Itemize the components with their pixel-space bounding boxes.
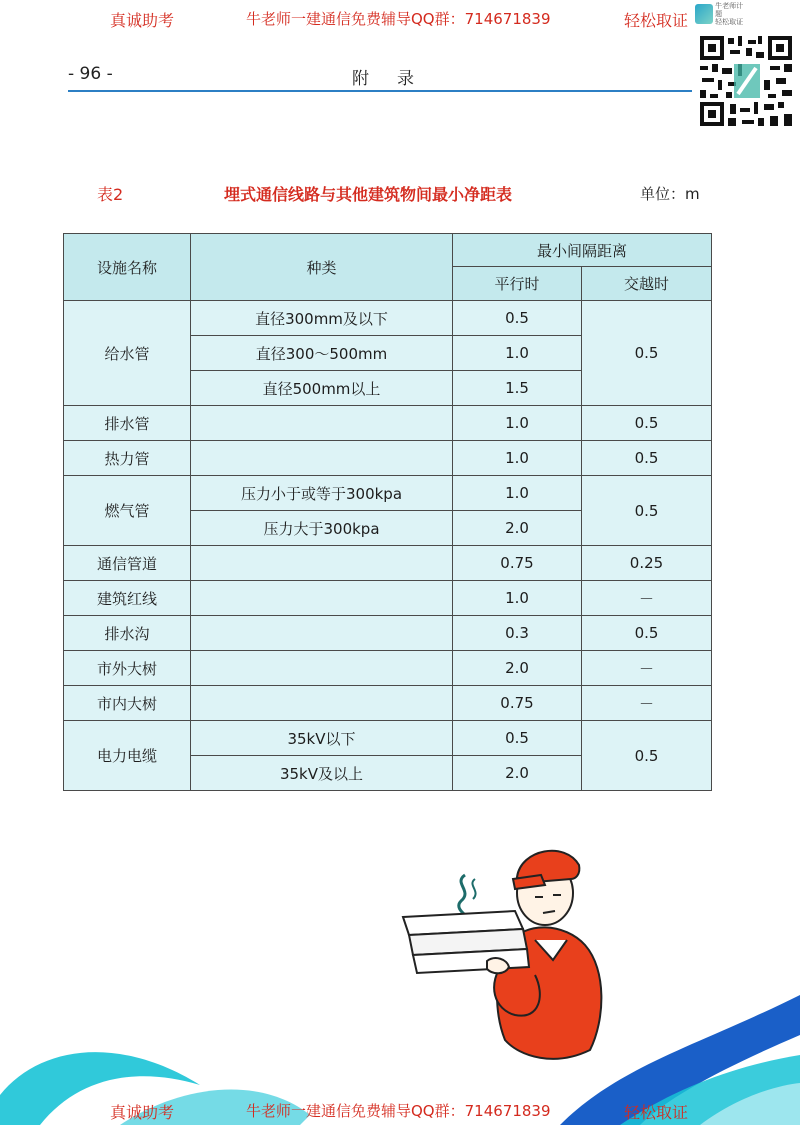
cell-facility: 建筑红线 — [64, 581, 191, 616]
cell-type — [191, 546, 453, 581]
cell-parallel: 1.0 — [453, 476, 582, 511]
footer-right-text: 轻松取证 — [624, 1103, 689, 1122]
cell-crossing: 0.5 — [582, 441, 712, 476]
banner-center-text: 牛老师一建通信免费辅导QQ群：714671839 — [246, 10, 551, 28]
cell-type: 直径500mm以上 — [191, 371, 453, 406]
table-title: 埋式通信线路与其他建筑物间最小净距表 — [224, 185, 513, 204]
cell-facility: 燃气管 — [64, 476, 191, 546]
header-crossing: 交越时 — [582, 267, 712, 301]
table-row — [64, 301, 712, 336]
table-row — [64, 616, 712, 651]
table-row — [64, 686, 712, 721]
cell-parallel: 1.0 — [453, 336, 582, 371]
table-row — [64, 721, 712, 756]
cell-parallel: 1.0 — [453, 406, 582, 441]
cell-type — [191, 406, 453, 441]
cell-facility: 给水管 — [64, 301, 191, 406]
table-row — [64, 546, 712, 581]
header-facility: 设施名称 — [64, 234, 191, 301]
cell-parallel: 1.0 — [453, 581, 582, 616]
cell-parallel: 2.0 — [453, 511, 582, 546]
cell-crossing: 0.5 — [582, 616, 712, 651]
cell-facility: 热力管 — [64, 441, 191, 476]
cell-parallel: 0.75 — [453, 546, 582, 581]
table-row — [64, 476, 712, 511]
cell-type — [191, 441, 453, 476]
cell-type: 直径300mm及以下 — [191, 301, 453, 336]
cell-crossing: － — [582, 581, 712, 616]
header-divider — [68, 90, 692, 92]
cell-facility: 排水沟 — [64, 616, 191, 651]
cell-parallel: 1.5 — [453, 371, 582, 406]
cell-parallel: 0.5 — [453, 301, 582, 336]
cell-parallel: 2.0 — [453, 651, 582, 686]
table-row — [64, 441, 712, 476]
cell-type — [191, 616, 453, 651]
header-min-distance: 最小间隔距离 — [453, 234, 712, 267]
cell-type — [191, 686, 453, 721]
cell-parallel: 0.75 — [453, 686, 582, 721]
cell-type: 35kV及以上 — [191, 756, 453, 791]
table-label: 表2 — [97, 185, 124, 204]
table-row — [64, 581, 712, 616]
footer-left-text: 真诚助考 — [110, 1103, 175, 1122]
header-type: 种类 — [191, 234, 453, 301]
cell-facility: 市内大树 — [64, 686, 191, 721]
cell-facility: 通信管道 — [64, 546, 191, 581]
logo-text: 牛老师计 题 — [715, 2, 744, 18]
table-row — [64, 406, 712, 441]
cell-crossing: 0.25 — [582, 546, 712, 581]
cell-type: 压力大于300kpa — [191, 511, 453, 546]
header-parallel: 平行时 — [453, 267, 582, 301]
cell-crossing: 0.5 — [582, 721, 712, 791]
section-title: 附录 — [352, 69, 442, 89]
cell-facility: 市外大树 — [64, 651, 191, 686]
cell-type — [191, 651, 453, 686]
footer-center-text: 牛老师一建通信免费辅导QQ群：714671839 — [246, 1102, 551, 1120]
logo-subtext: 轻松取证 — [715, 18, 744, 26]
brand-logo — [695, 3, 749, 25]
cell-type: 压力小于或等于300kpa — [191, 476, 453, 511]
cell-crossing: 0.5 — [582, 406, 712, 441]
min-distance-table — [63, 233, 712, 791]
cell-parallel: 0.5 — [453, 721, 582, 756]
cell-crossing: 0.5 — [582, 476, 712, 546]
banner-right-text: 轻松取证 — [624, 11, 689, 30]
table-row — [64, 651, 712, 686]
cell-parallel: 0.3 — [453, 616, 582, 651]
qr-code-icon — [698, 34, 794, 128]
cell-type: 直径300～500mm — [191, 336, 453, 371]
page-number: - 96 - — [68, 64, 113, 84]
cell-type: 35kV以下 — [191, 721, 453, 756]
cell-crossing: － — [582, 686, 712, 721]
cell-type — [191, 581, 453, 616]
cell-crossing: － — [582, 651, 712, 686]
cell-crossing: 0.5 — [582, 301, 712, 406]
cell-parallel: 1.0 — [453, 441, 582, 476]
banner-left-text: 真诚助考 — [110, 11, 175, 30]
cell-facility: 排水管 — [64, 406, 191, 441]
table-unit: 单位：m — [640, 185, 700, 203]
cell-parallel: 2.0 — [453, 756, 582, 791]
cell-facility: 电力电缆 — [64, 721, 191, 791]
logo-mark-icon — [695, 4, 713, 24]
